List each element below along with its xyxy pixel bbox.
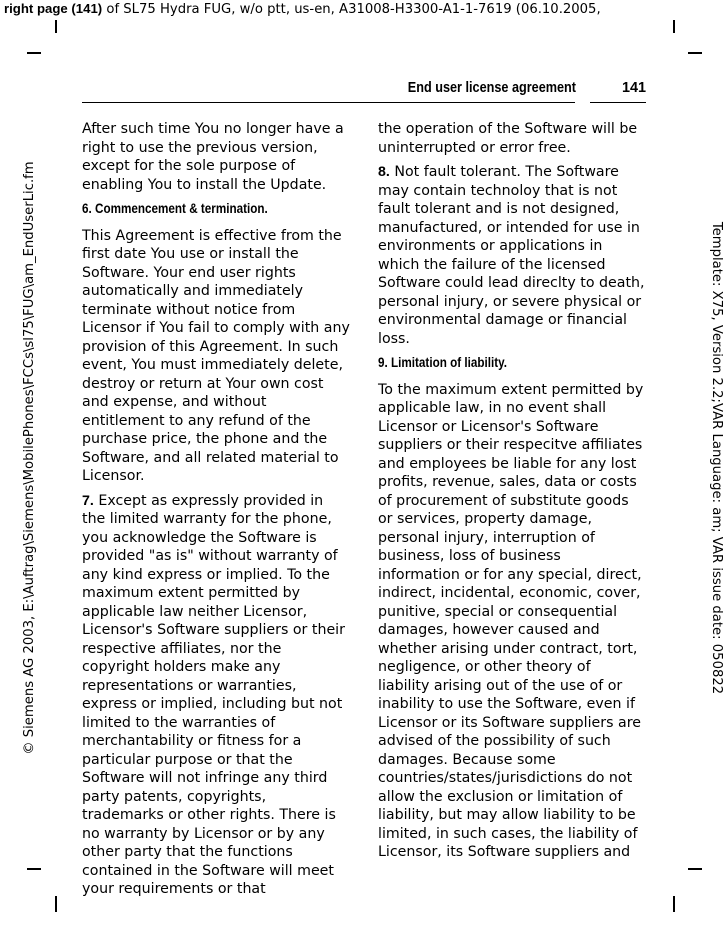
running-header-title: End user license agreement [407,80,576,96]
section-heading-6: 6. Commencement & termination. [82,201,268,216]
crop-mark [55,20,57,33]
crop-mark [688,52,702,54]
crop-mark [27,868,41,870]
template-margin-text: Template: X75, Version 2.2;VAR Language: am; VAR issue date: 050822 [709,221,724,695]
header-rule [82,102,575,103]
section-number-7: 7. [82,492,94,509]
section-number-8: 8. [378,164,390,180]
copyright-margin-text: © Siemens AG 2003, E:\Auftrag\Siemens\MobilePhones\FCCs\sl75\FUG\am_EndUserLic.fm [22,161,37,755]
page-number: 141 [621,80,646,96]
print-info-bold: right page (141) [4,1,103,16]
crop-mark [673,20,675,33]
crop-mark [673,896,675,912]
paragraph: To the maximum extent permitted by applicable law, in no event shall Licensor or Licensor's Software suppliers or their respecitve affiliates and employees be liable for any lost profits, revenue, sales, data or costs of procurement of substitute goods or services, property damage, personal injury, interruption of business, loss of business information or for any special, direct, indirect, incidental, economic, cover, punitive, special or consequential damages, however caused and whether arising under contract, tort, negligence, or other theory of liability arising out of the use of or inability to use the Software, even if Licensor or its Software suppliers are advised of the possibility of such damages. Because some countries/states/jurisdictions do not allow the exclusion or limitation of liability, but may allow liability to be limited, in such cases, the liability of Licensor, its Software suppliers and [378,381,644,860]
right-column [378,120,646,868]
header-rule-page [590,102,646,103]
section-heading-9: 9. Limitation of liability. [378,355,508,370]
paragraph-text: Except as expressly provided in the limited warranty for the phone, you acknowledge the Software is provided "as is" without warranty of any kind express or implied. To the maximum extent permitted by applicable law neither Licensor, Licensor's Software suppliers or their respective affiliates, nor the copyright holders make any representations or warranties, express or implied, including but not limited to the warranties of merchantability or fitness for a particular purpose or that the Software will not infringe any third party patents, copyrights, trademarks or other rights. There is no warranty by Licensor or by any other party that the functions contained in the Software will meet your requirements or that [82,492,345,897]
paragraph-8 [378,163,646,348]
paragraph-text: Not fault tolerant. The Software may contain technoloy that is not fault tolerant and is not designed, manufactured, or intended for use in environments or applications in which the failure of the licensed Software could lead direclty to death, personal injury, or severe physical or environmental damage or financial loss. [378,164,645,347]
paragraph: This Agreement is effective from the first date You use or install the Software. Your end user rights automatically and immediately terminate without notice from Licensor if You fail to comply with any provision of this Agreement. In such event, You must immediately delete, destroy or return at Your own cost and expense, and without entitlement to any refund of the purchase price, the phone and the Software, and all related material to Licensor. [82,227,350,484]
print-info-text: of SL75 Hydra FUG, w/o ptt, us-en, A31008-H3300-A1-1-7619 (06.10.2005, [102,2,601,17]
crop-mark [27,52,41,54]
paragraph-7 [82,492,350,899]
paragraph: the operation of the Software will be uninterrupted or error free. [378,121,638,156]
paragraph: After such time You no longer have a right to use the previous version, except for the sole purpose of enabling You to install the Update. [82,121,344,193]
print-info-line [4,0,601,19]
left-column [82,120,350,905]
crop-mark [55,896,57,912]
crop-mark [688,868,702,870]
